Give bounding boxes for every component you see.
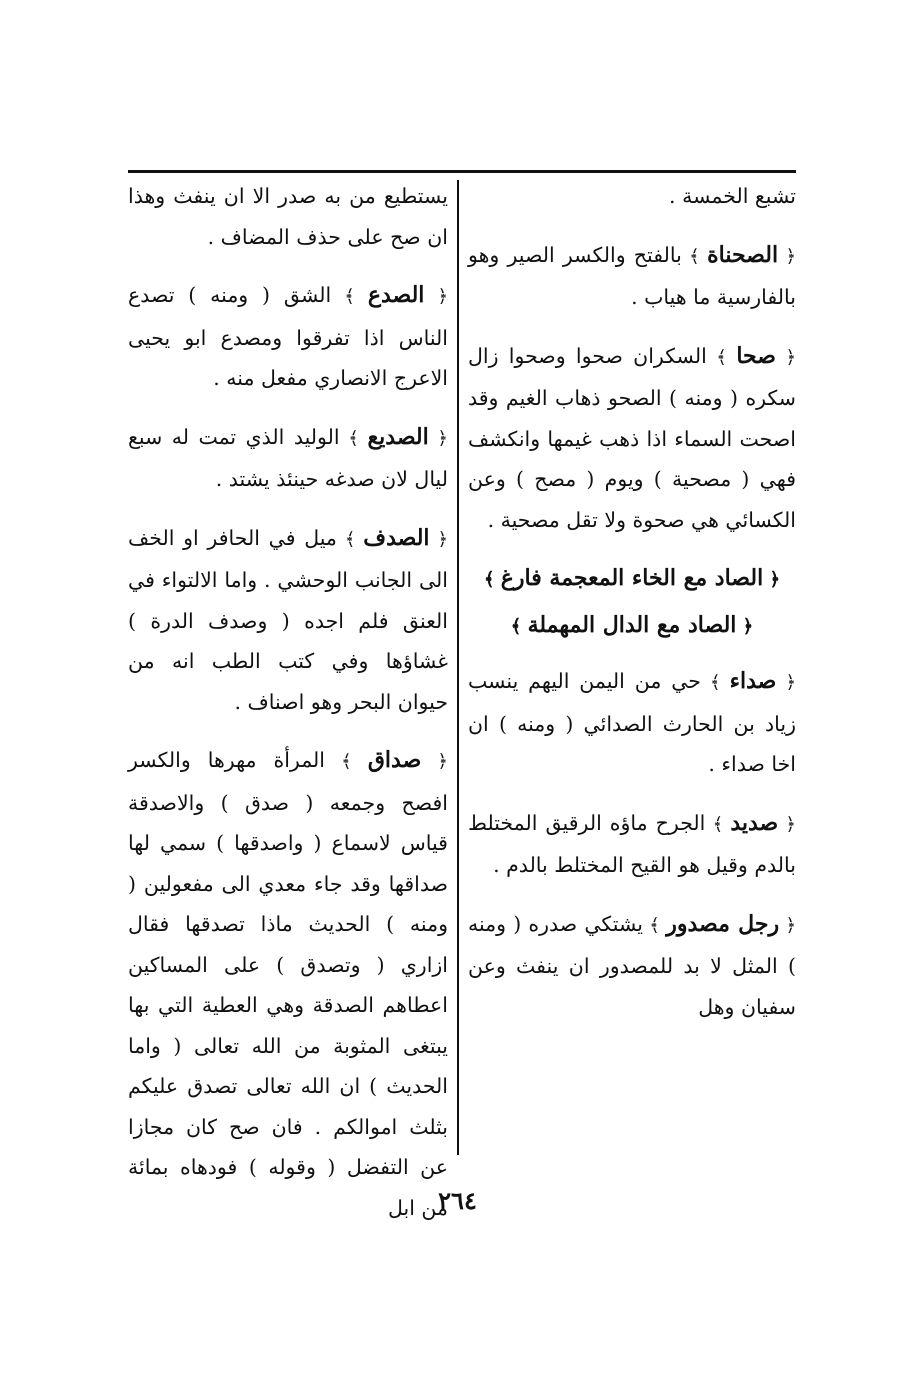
entry-sadid: ﴿ صديد ﴾ الجرح ماؤه الرقيق المختلط بالدم وقيل هو القيح المختلط بالدم .: [468, 809, 796, 877]
entry-text: ميل في الحافر او الخف الى الجانب الوحشي . واما الالتواء في العنق فلم اجده ( وصدف الدرة ) غشاؤها وفي كتب الطب انه من حيوان البحر وهو اصناف .: [128, 525, 448, 714]
entry-headword: صداق: [367, 747, 422, 773]
entry-alsadaf: ﴿ الصدف ﴾ ميل في الحافر او الخف الى الجانب الوحشي . واما الالتواء في العنق فلم اجده ( وصدف الدرة ) غشاؤها وفي كتب الطب انه من حيوان البحر وهو اصناف .: [128, 524, 449, 714]
entry-headword: صداء: [729, 668, 777, 694]
entry-text: حي من اليمن اليهم ينسب زياد بن الحارث الصدائي ( ومنه ) ان اخا صداء .: [468, 669, 796, 776]
entry-headword: الصدع: [367, 282, 425, 308]
entry-text: بالفتح والكسر الصير وهو بالفارسية ما هياب .: [468, 242, 796, 309]
entry-sudaa: ﴿ صداء ﴾ حي من اليمن اليهم ينسب زياد بن الحارث الصدائي ( ومنه ) ان اخا صداء .: [468, 668, 796, 776]
page-number: ٢٦٤: [438, 1186, 477, 1215]
section-heading-dal: ﴿ الصاد مع الدال المهملة ﴾: [510, 611, 754, 638]
entry-saha: ﴿ صحا ﴾ السكران صحوا وصحوا زال سكره ( ومنه ) الصحو ذهاب الغيم وقد اصحت السماء اذا ذهب غيمها وانكشف فهي ( مصحية ) ويوم ( مصح ) وعن الكسائي هي صحوة ولا تقل مصحية .: [468, 342, 796, 532]
entry-continuation: [128, 176, 448, 257]
entry-headword: الصدف: [363, 524, 430, 551]
entry-masdur: ﴿ رجل مصدور ﴾ يشتكي صدره ( ومنه ) المثل لا بد للمصدور ان ينفث وعن سفيان وهل: [468, 910, 796, 1019]
left-column: [128, 176, 448, 1232]
entry-text: الشق ( ومنه ) تصدع الناس اذا تفرقوا ومصدع ابو يحيى الاعرج الانصاري مفعل منه .: [128, 283, 448, 390]
entry-text: السكران صحوا وصحوا زال سكره ( ومنه ) الصحو ذهاب الغيم وقد اصحت السماء اذا ذهب غيمها وانكشف فهي ( مصحية ) ويوم ( مصح ) وعن الكسائي هي صحوة ولا تقل مصحية .: [468, 343, 796, 532]
entry-headword: صديد: [730, 809, 779, 836]
entry-headword: الصديع: [367, 423, 429, 450]
entry-alsahnah: ﴿ الصحناة ﴾ بالفتح والكسر الصير وهو بالفارسية ما هياب .: [468, 241, 796, 309]
entry-text: الوليد الذي تمت له سبع ليال لان صدغه حينئذ يشتد .: [128, 424, 448, 491]
entry-headword: رجل مصدور: [666, 910, 780, 937]
entry-text: الجرح ماؤه الرقيق المختلط بالدم وقيل هو القيح المختلط بالدم .: [468, 810, 796, 877]
entry-alsad: ﴿ الصدع ﴾ الشق ( ومنه ) تصدع الناس اذا تفرقوا ومصدع ابو يحيى الاعرج الانصاري مفعل منه .: [128, 282, 448, 390]
entry-text: تشبع الخمسة .: [669, 184, 796, 208]
entry-alsadi: ﴿ الصديع ﴾ الوليد الذي تمت له سبع ليال لان صدغه حينئذ يشتد .: [128, 423, 448, 491]
entry-text: يشتكي صدره ( ومنه ) المثل لا بد للمصدور ان ينفث وعن سفيان وهل: [468, 911, 796, 1019]
column-divider: [457, 180, 459, 1155]
top-rule: [128, 170, 796, 173]
entry-headword: صحا: [736, 342, 776, 369]
entry-sadaq: ﴿ صداق ﴾ المرأة مهرها والكسر افصح وجمعه ( صدق ) والاصدقة قياس لاسماع ( واصدقها ) سمي لها صداقها وقد جاء معدي الى مفعولين ( ومنه ) الحديث ماذا تصدقها فقال ازاري ( وتصدق ) على المساكين اعطاهم الصدقة وهي العطية التي بها يبتغى المثوبة من الله تعالى ( واما الحديث ) ان الله تعالى تصدق عليكم بثلث اموالكم . فان صح كان مجازا عن التفضل ( وقوله ) فودهاه بمائة من ابل: [128, 747, 448, 1220]
section-heading-kha: ﴿ الصاد مع الخاء المعجمة فارغ ﴾: [483, 565, 781, 591]
entry-text: المرأة مهرها والكسر افصح وجمعه ( صدق ) والاصدقة قياس لاسماع ( واصدقها ) سمي لها صداقها وقد جاء معدي الى مفعولين ( ومنه ) الحديث ماذا تصدقها فقال ازاري ( وتصدق ) على المساكين اعطاهم الصدقة وهي العطية التي بها يبتغى المثوبة من الله تعالى ( واما الحديث ) ان الله تعالى تصدق عليكم بثلث اموالكم . فان صح كان مجازا عن التفضل ( وقوله ) فودهاه بمائة من ابل: [128, 748, 448, 1220]
right-column: [468, 176, 796, 1031]
entry-continuation: [468, 176, 796, 217]
entry-headword: الصحناة: [707, 241, 779, 268]
entry-text: يستطيع من به صدر الا ان ينفث وهذا ان صح على حذف المضاف .: [128, 184, 448, 249]
